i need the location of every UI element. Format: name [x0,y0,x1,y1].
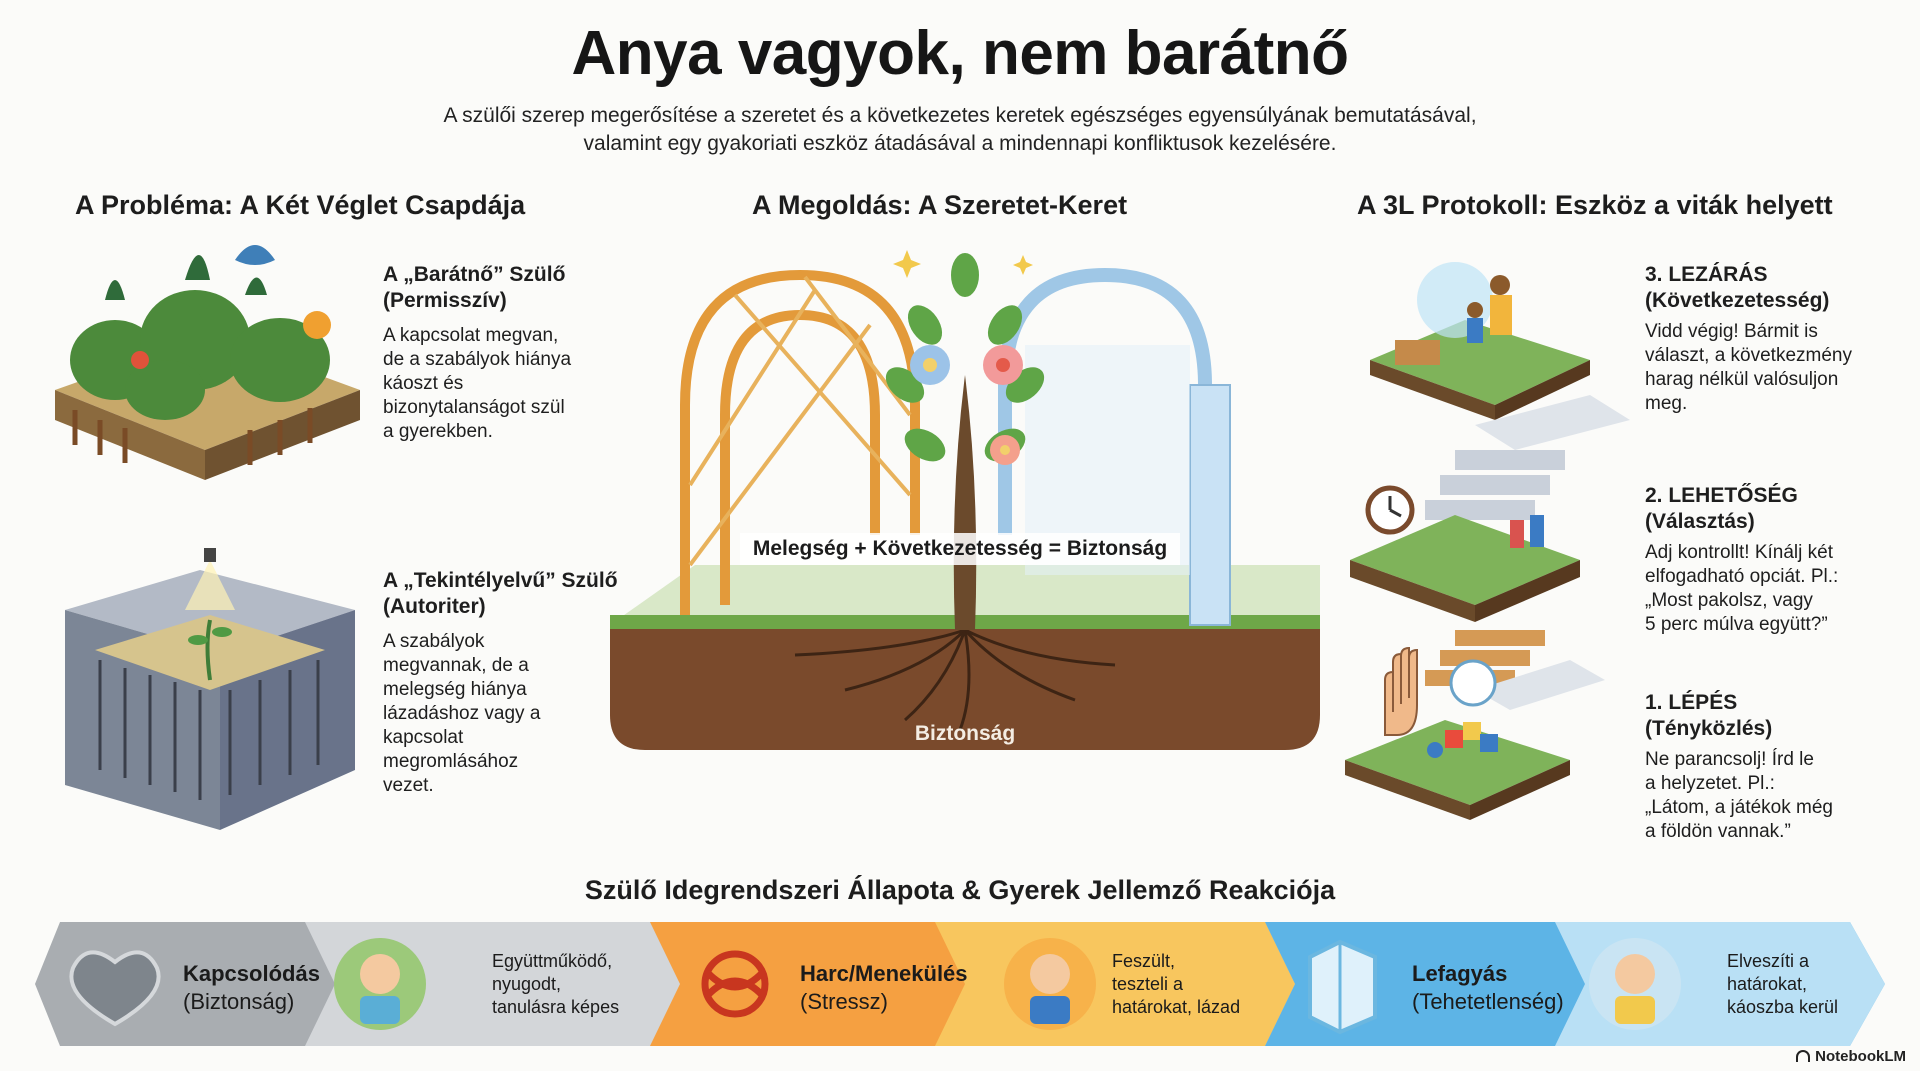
friend-parent-title: A „Barátnő” Szülő [383,263,566,286]
tree-trunk-icon [954,375,977,630]
solution-heading: A Megoldás: A Szeretet-Keret [752,190,1128,220]
page-subtitle [0,102,1920,158]
ice-cube-icon [1310,942,1375,1032]
stop-hand-icon [1385,648,1417,735]
fight-flight-state-label: Harc/Menekülés (Stressz) [800,961,968,1014]
authoritarian-parent-type: (Autoriter) [383,595,486,618]
orange-flower-icon [303,311,331,339]
page-title: Anya vagyok, nem barátnő [571,19,1349,88]
problem-heading: A Probléma: A Két Véglet Csapdája [75,190,526,220]
security-ground-label: Biztonság [914,722,1016,745]
table-icon [1395,340,1440,365]
child-icon [1467,318,1483,343]
protocol-step-2: 2. LEHETŐSÉG (Választás) Adj kontrollt! Kínálj két elfogadható opciát. Pl.: „Most pakolsz, vagy 5 perc múlva együtt?” [1645,484,1839,635]
protocol-step-1: 1. LÉPÉS (Tényközlés) Ne parancsolj! Írd le a helyzetet. Pl.: „Látom, a játékok még a földön vannak.” [1645,691,1833,842]
subtitle-line: valamint egy gyakoriati eszköz átadásával a mindennapi konfliktusok kezelésére. [583,132,1337,155]
love-frame-illustration [605,235,1325,755]
notebooklm-logo-icon [1796,1050,1810,1062]
child-choosing-icon [1510,520,1524,548]
freeze-reaction: Elveszíti a határokat, káoszba kerül [1727,951,1839,1017]
blue-flower-icon [235,245,275,265]
nervous-system-heading: Szülő Idegrendszeri Állapota & Gyerek Jellemző Reakciója [584,875,1336,905]
connection-reaction: Együttműködő, nyugodt, tanulásra képes [492,951,620,1017]
notebooklm-brand: NotebookLM [1796,1048,1906,1065]
authoritarian-parent-title: A „Tekintélyelvű” Szülő [383,569,618,592]
protocol-step-3: 3. LEZÁRÁS (Következetesség) Vidd végig! Bármit is választ, a következmény harag nélkül valósuljon meg. [1645,263,1852,414]
authoritarian-parent-description [383,568,643,798]
subtitle-line: A szülői szerep megerősítése a szeretet és a következetes keretek egészséges egyensúlyának bemutatásával, [443,104,1477,127]
friend-parent-description [383,262,643,444]
mother-icon [1490,295,1512,335]
freeze-state-label: Lefagyás (Tehetetlenség) [1412,961,1564,1014]
friend-parent-type: (Permisszív) [383,289,507,312]
three-step-staircase-illustration [1345,260,1645,820]
connection-state-label: Kapcsolódás (Biztonság) [183,961,320,1014]
speech-bubble-icon [1451,661,1495,705]
fight-flight-reaction: Feszült, teszteli a határokat, lázad [1112,951,1241,1017]
friend-parent-body: A kapcsolat megvan, de a szabályok hiánya káoszt és bizonytalanságot szül a gyerekben. [383,325,572,442]
caged-plant-illustration [60,540,360,840]
overgrown-garden-illustration [45,240,365,510]
love-frame-formula: Melegség + Következetesség = Biztonság [740,533,1180,565]
authoritarian-parent-body: A szabályok megvannak, de a melegség hiánya lázadáshoz vagy a kapcsolat megromlásához vezet. [383,631,541,796]
protocol-heading: A 3L Protokoll: Eszköz a viták helyett [1357,190,1833,220]
